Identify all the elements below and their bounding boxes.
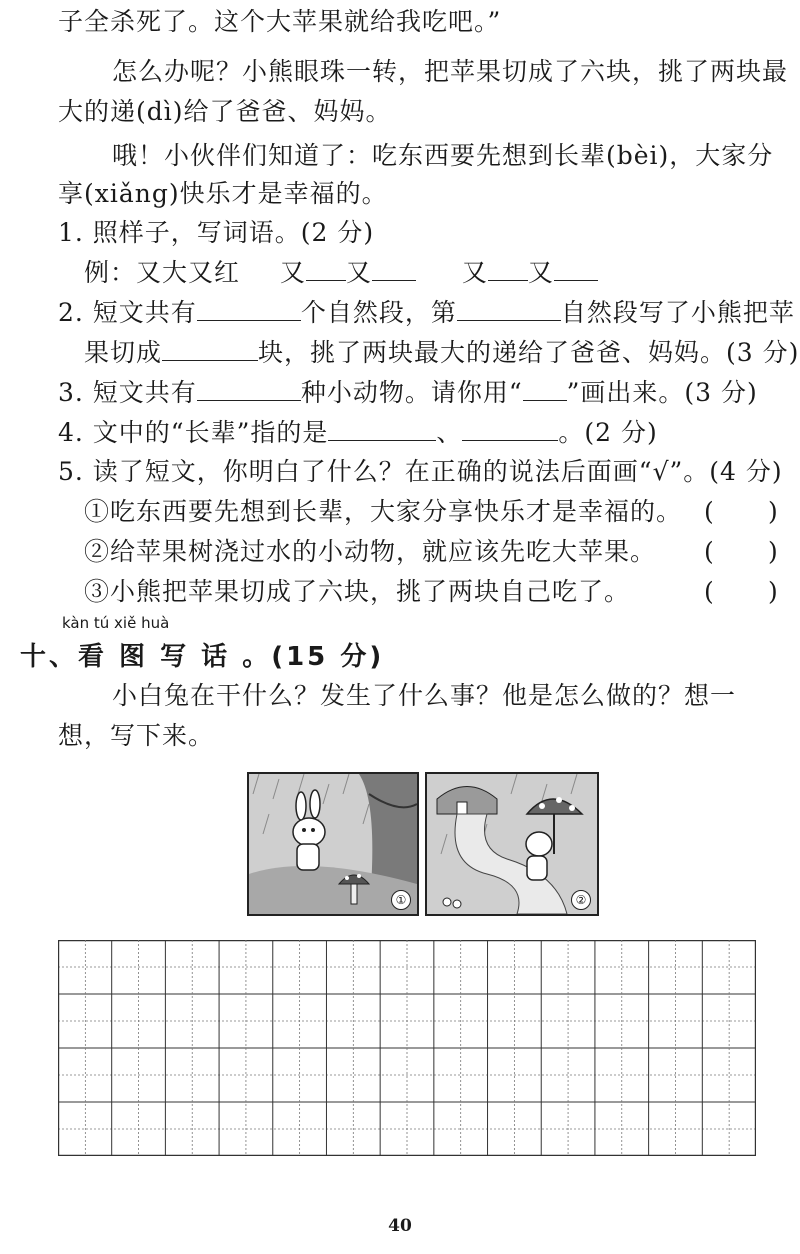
writing-grid[interactable] (58, 940, 756, 1156)
option-2-paren-open[interactable]: ( (704, 537, 714, 566)
answer-blank[interactable] (523, 376, 567, 401)
q2-text-a: 2. 短文共有 (58, 298, 197, 327)
passage-line-3: 大的递(dì)给了爸爸、妈妈。 (58, 97, 392, 126)
picture-1-number: ① (391, 890, 411, 910)
rabbit-in-rain-illustration (249, 774, 417, 914)
answer-blank[interactable] (372, 256, 416, 281)
question-3 (58, 376, 758, 409)
option-1-paren-open[interactable]: ( (704, 497, 714, 526)
option-2: ②给苹果树浇过水的小动物，就应该先吃大苹果。 (84, 537, 657, 566)
question-1-example-row (84, 256, 598, 289)
passage-line-4: 哦！小伙伴们知道了：吃东西要先想到长辈(bèi)，大家分 (112, 141, 774, 170)
picture-1 (247, 772, 419, 916)
section-10-title: 十、看 图 写 话 。(15 分) (20, 642, 385, 672)
answer-blank[interactable] (306, 256, 346, 281)
question-1-stem: 1. 照样子，写词语。(2 分) (58, 218, 375, 247)
answer-blank[interactable] (197, 376, 301, 401)
q2-text-d: 果切成 (84, 338, 163, 367)
passage-line-5: 享(xiǎng)快乐才是幸福的。 (58, 179, 388, 208)
passage-line-2: 怎么办呢？小熊眼珠一转，把苹果切成了六块，挑了两块最 (112, 57, 789, 86)
question-2-line-2 (84, 336, 799, 369)
answer-blank[interactable] (328, 416, 436, 441)
q4-text-a: 4. 文中的“长辈”指的是 (58, 418, 329, 447)
question-4 (58, 416, 658, 449)
section-10-pinyin: kàn tú xiě huà (62, 614, 170, 632)
option-1-paren-close: ) (768, 497, 778, 526)
q3-text-b: 种小动物。请你用“ (300, 378, 523, 407)
section-10-prompt-line-2: 想，写下来。 (58, 721, 215, 750)
option-3-paren-open[interactable]: ( (704, 577, 714, 606)
answer-blank[interactable] (462, 416, 558, 441)
option-3-paren-close: ) (768, 577, 778, 606)
q4-text-b: 、 (436, 418, 463, 447)
q2-text-e: 块，挑了两块最大的递给了爸爸、妈妈。(3 分) (258, 338, 800, 367)
answer-blank[interactable] (457, 296, 561, 321)
q4-text-c: 。(2 分) (558, 418, 658, 447)
word-char: 又 (527, 258, 554, 287)
picture-2 (425, 772, 599, 916)
option-2-paren-close: ) (768, 537, 778, 566)
q2-text-b: 个自然段，第 (300, 298, 457, 327)
answer-blank[interactable] (197, 296, 301, 321)
q3-text-c: ”画出来。(3 分) (566, 378, 758, 407)
option-3: ③小熊把苹果切成了六块，挑了两块自己吃了。 (84, 577, 631, 606)
q2-text-c: 自然段写了小熊把苹 (560, 298, 795, 327)
answer-blank[interactable] (554, 256, 598, 281)
q3-text-a: 3. 短文共有 (58, 378, 197, 407)
answer-blank[interactable] (162, 336, 258, 361)
question-2-line-1 (58, 296, 795, 329)
question-1-example: 例：又大又红 (84, 258, 241, 287)
word-char: 又 (279, 258, 306, 287)
option-1: ①吃东西要先想到长辈，大家分享快乐才是幸福的。 (84, 497, 683, 526)
picture-2-number: ② (571, 890, 591, 910)
question-5-stem: 5. 读了短文，你明白了什么？在正确的说法后面画“√”。(4 分) (58, 457, 783, 486)
passage-line-1: 子全杀死了。这个大苹果就给我吃吧。” (58, 7, 502, 36)
page-number: 40 (388, 1216, 412, 1236)
section-10-prompt-line-1: 小白兔在干什么？发生了什么事？他是怎么做的？想一 (112, 681, 737, 710)
rabbit-with-mushroom-umbrella-illustration (427, 774, 597, 914)
answer-blank[interactable] (488, 256, 528, 281)
word-char: 又 (461, 258, 488, 287)
word-char: 又 (345, 258, 372, 287)
